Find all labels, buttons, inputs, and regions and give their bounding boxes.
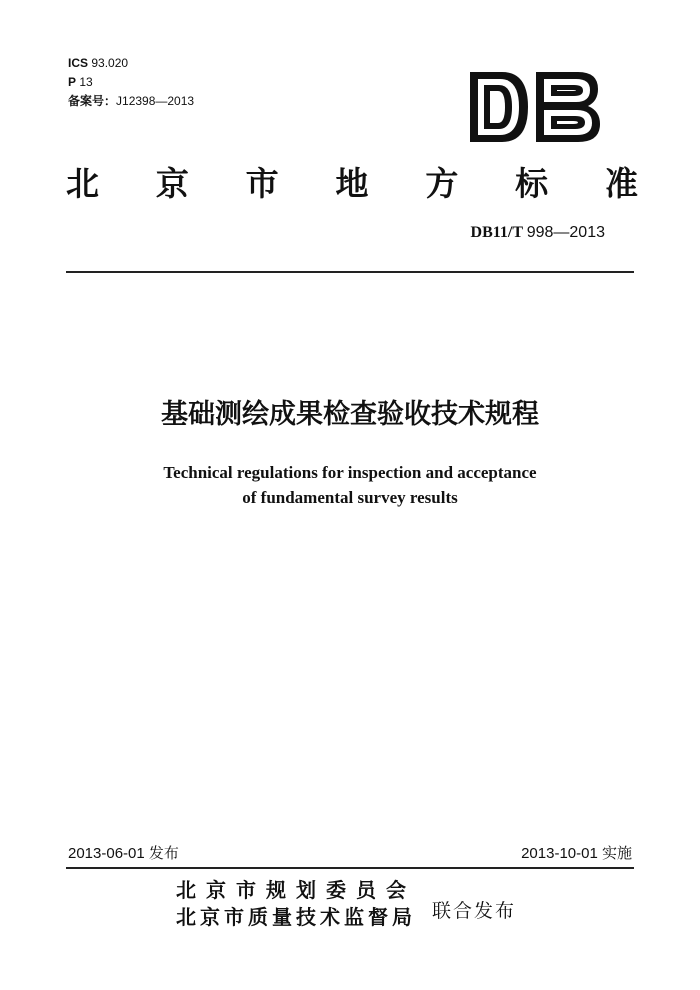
- record-number: [68, 92, 194, 111]
- standard-number: [471, 224, 605, 242]
- classification-label: P: [68, 75, 77, 89]
- authority-char: 北: [66, 164, 99, 203]
- classification-value: 13: [79, 75, 93, 89]
- standard-code: DB11/T: [470, 224, 523, 241]
- english-title-line-1: Technical regulations for inspection and acceptance: [163, 463, 537, 482]
- issue-date: 2013-06-01 发布: [68, 845, 179, 862]
- issuer-planning-commission: 北京市规划委员会: [176, 878, 416, 902]
- top-divider: [66, 271, 634, 273]
- document-title-chinese: 基础测绘成果检查验收技术规程: [161, 399, 539, 430]
- db-logo-letter-b: [536, 72, 600, 142]
- record-label: 备案号：: [68, 94, 117, 108]
- classification-code: [68, 73, 194, 92]
- ics-value: 93.020: [91, 56, 129, 70]
- authority-char: 京: [155, 164, 189, 203]
- issuing-organizations: [176, 877, 416, 931]
- joint-issue-label: 联合发布: [432, 900, 517, 922]
- db-logo-icon: [466, 70, 602, 144]
- implementation-date: 2013-10-01 实施: [521, 845, 632, 862]
- authority-char: 准: [604, 164, 638, 203]
- authority-char: 市: [245, 164, 279, 203]
- document-metadata: [68, 54, 194, 111]
- record-value: J12398—2013: [116, 94, 195, 108]
- db-logo-letter-d: [470, 72, 528, 142]
- authority-char: 方: [425, 164, 459, 203]
- english-title-line-2: of fundamental survey results: [242, 488, 458, 507]
- authority-char: 标: [515, 164, 549, 203]
- issuer-quality-bureau: 北京市质量技术监督局: [176, 905, 416, 929]
- ics-label: ICS: [68, 56, 89, 70]
- standard-authority-title: [66, 158, 638, 205]
- bottom-divider: [66, 867, 634, 869]
- authority-char: 地: [335, 164, 369, 203]
- document-title-english: [0, 460, 700, 510]
- date-row: [68, 842, 632, 863]
- standard-number-value: 998—2013: [526, 224, 605, 241]
- ics-code: [68, 54, 194, 73]
